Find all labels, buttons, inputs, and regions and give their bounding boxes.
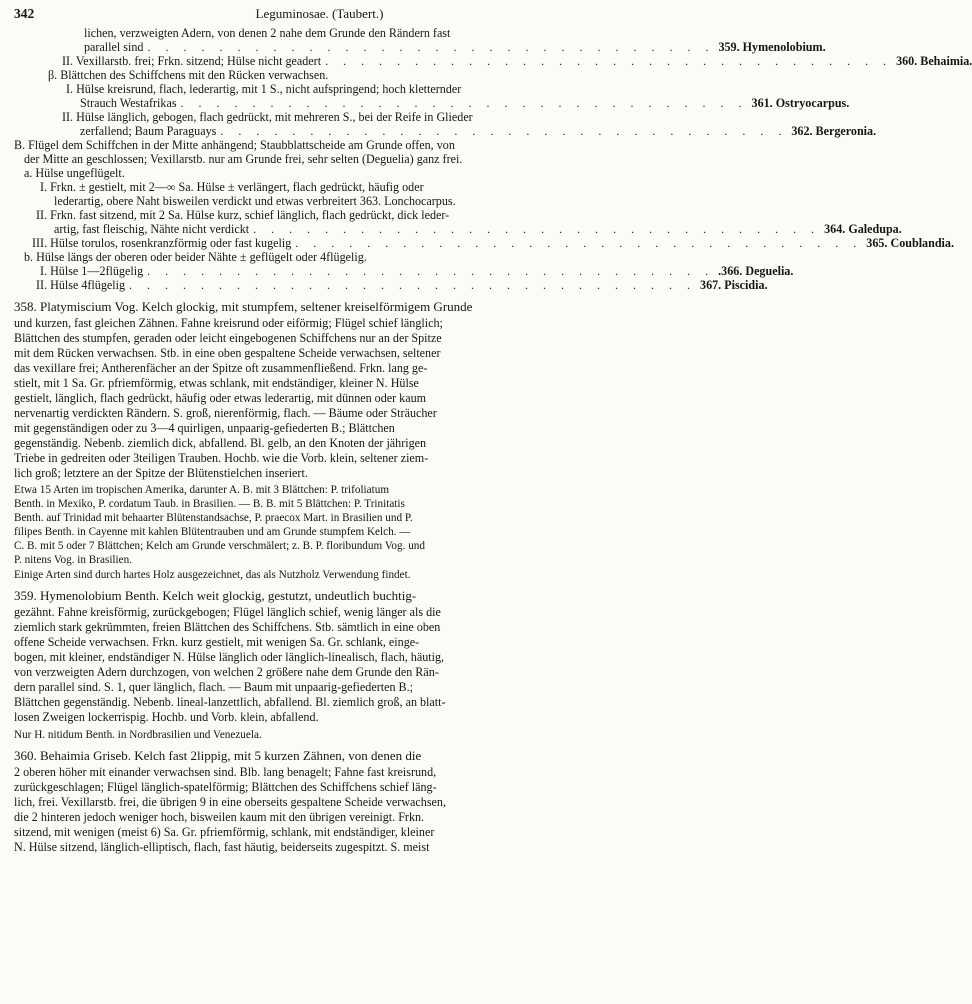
key-line-text: II. Hülse 4flügelig [36, 278, 126, 292]
key-line-text: artig, fast fleischig, Nähte nicht verdickt [54, 222, 250, 236]
key-line-text: lichen, verzweigten Adern, von denen 2 nahe dem Grunde den Rändern fast [84, 26, 451, 40]
body-line: ziemlich stark gekrümmten, freien Blättchen des Schiffchens. Stb. sämtlich in eine oben [14, 620, 441, 634]
key-line [54, 194, 626, 208]
body-line: nervenartig verdickten Rändern. S. groß, nierenförmig, flach. — Bäume oder Sträucher [14, 406, 437, 420]
key-line-text: zerfallend; Baum Paraguays [80, 124, 217, 138]
body-line: Blättchen gegenständig. Nebenb. lineal-lanzettlich, abfallend. Bl. ziemlich groß, an blatt- [14, 695, 446, 709]
body-line: N. Hülse sitzend, länglich-elliptisch, flach, fast häutig, beiderseits zugespitzt. S. meist [14, 840, 430, 854]
genus-heading-line: 359. Hymenolobium Benth. Kelch weit glockig, gestutzt, undeutlich buchtig- [14, 588, 417, 603]
key-line-text: B. Flügel dem Schiffchen in der Mitte anhängend; Staubblattscheide am Grunde offen, von [14, 138, 455, 152]
key-line-text: I. Hülse 1—2flügelig [40, 264, 144, 278]
species-note-line: C. B. mit 5 oder 7 Blättchen; Kelch am Grunde verschmälert; z. B. P. floribundum Vog. und [14, 540, 425, 552]
key-line [14, 138, 626, 152]
key-result-genus: 361. Ostryocarpus. [751, 96, 850, 110]
leader-dots: . . . . . . . . . . . . . . . . . . . . . . . . . . . . . . . . [147, 264, 715, 278]
key-line-text: β. Blättchen des Schiffchens mit den Rücken verwachsen. [48, 68, 329, 82]
leader-dots: . . . . . . . . . . . . . . . . . . . . . . . . . . . . . . . . [129, 278, 697, 292]
key-line-text: parallel sind [84, 40, 144, 54]
key-line [84, 26, 626, 40]
key-line [32, 236, 954, 250]
key-line [80, 96, 850, 110]
key-line [80, 124, 877, 138]
body-line: Triebe in gedreiten oder 3teiligen Trauben. Hochb. wie die Vorb. klein, seltener ziem- [14, 451, 429, 465]
body-line: lich, frei. Vexillarstb. frei, die übrigen 9 in eine oberseits gespaltene Scheide verwachsen, [14, 795, 446, 809]
page-number: 342 [14, 6, 35, 21]
key-line [62, 54, 972, 68]
key-line-text: Strauch Westafrikas [80, 96, 177, 110]
key-result-genus: 364. Galedupa. [824, 222, 902, 236]
body-line: losen Zweigen lockerrispig. Hochb. und Vorb. klein, abfallend. [14, 710, 319, 724]
body-line: zurückgeschlagen; Flügel länglich-spatelförmig; Blättchen des Schiffchens schief läng- [14, 780, 437, 794]
key-line [48, 68, 626, 82]
body-line: stielt, mit 1 Sa. Gr. pfriemförmig, etwas schlank, mit endständiger, kleiner N. Hülse [14, 376, 419, 390]
key-result-genus: .366. Deguelia. [718, 264, 794, 278]
key-line [40, 180, 626, 194]
leader-dots: . . . . . . . . . . . . . . . . . . . . . . . . . . . . . . . . [253, 222, 821, 236]
leader-dots: . . . . . . . . . . . . . . . . . . . . . . . . . . . . . . . . [295, 236, 863, 250]
body-line: das vexillare frei; Antherenfächer an der Spitze oft zusammenfließend. Frkn. lang ge- [14, 361, 428, 375]
key-result-genus: 362. Bergeronia. [791, 124, 877, 138]
genus-heading-line: 360. Behaimia Griseb. Kelch fast 2lippig, mit 5 kurzen Zähnen, von denen die [14, 748, 422, 763]
key-line [36, 278, 768, 292]
body-line: von verzweigten Adern durchzogen, von welchen 2 größere nahe dem Grunde den Rän- [14, 665, 439, 679]
key-line [62, 110, 626, 124]
key-line-text: I. Hülse kreisrund, flach, lederartig, mit 1 S., nicht aufspringend; hoch kletternder [66, 82, 462, 96]
species-note-line: Einige Arten sind durch hartes Holz ausgezeichnet, das als Nutzholz Verwendung findet. [14, 569, 411, 581]
key-line-text: III. Hülse torulos, rosenkranzförmig oder fast kugelig [32, 236, 292, 250]
body-line: und kurzen, fast gleichen Zähnen. Fahne kreisrund oder eiförmig; Flügel schief länglich; [14, 316, 443, 330]
species-note-line: P. nitens Vog. in Brasilien. [14, 554, 132, 566]
genus-heading-line: 358. Platymiscium Vog. Kelch glockig, mit stumpfem, seltener kreiselförmigem Grunde [14, 299, 473, 314]
key-result-genus: 360. Behaimia. [896, 54, 972, 68]
body-line: sitzend, mit wenigen (meist 6) Sa. Gr. pfriemförmig, schlank, mit endständiger, kleiner [14, 825, 435, 839]
key-line [54, 222, 902, 236]
species-note-line: Nur H. nitidum Benth. in Nordbrasilien und Venezuela. [14, 729, 262, 741]
body-line: 2 oberen höher mit einander verwachsen sind. Blb. lang benagelt; Fahne fast kreisrund, [14, 765, 437, 779]
body-line: die 2 hinteren jedoch weniger hoch, bisweilen kaum mit den übrigen vereinigt. Frkn. [14, 810, 425, 824]
species-note-line: Benth. in Mexiko, P. cordatum Taub. in Brasilien. — B. B. mit 5 Blättchen: P. Trinitatis [14, 498, 405, 510]
key-line-text: lederartig, obere Naht bisweilen verdickt und etwas verbreitert 363. Lonchocarpus. [54, 194, 456, 208]
key-line-text: a. Hülse ungeflügelt. [24, 166, 125, 180]
key-line-text: II. Hülse länglich, gebogen, flach gedrückt, mit mehreren S., bei der Reife in Glieder [62, 110, 473, 124]
key-line [24, 152, 626, 166]
body-line: dern parallel sind. S. 1, quer länglich, flach. — Baum mit unpaarig-gefiederten B.; [14, 680, 413, 694]
leader-dots: . . . . . . . . . . . . . . . . . . . . . . . . . . . . . . . . [180, 96, 748, 110]
key-line-text: II. Vexillarstb. frei; Frkn. sitzend; Hülse nicht geadert [62, 54, 322, 68]
key-line-text: b. Hülse längs der oberen oder beider Nähte ± geflügelt oder 4flügelig. [24, 250, 367, 264]
key-result-genus: 359. Hymenolobium. [718, 40, 826, 54]
key-line [66, 82, 626, 96]
key-result-genus: 365. Coublandia. [866, 236, 954, 250]
key-result-genus: 367. Piscidia. [700, 278, 768, 292]
body-line: bogen, mit kleiner, endständiger N. Hülse länglich oder länglich-linealisch, flach, häutig, [14, 650, 445, 664]
key-line [36, 208, 626, 222]
body-line: gegenständig. Nebenb. ziemlich dick, abfallend. Bl. gelb, an den Knoten der jährigen [14, 436, 427, 450]
body-line: gezähnt. Fahne kreisförmig, zurückgebogen; Flügel länglich schief, wenig länger als die [14, 605, 441, 619]
body-line: gestielt, länglich, flach gedrückt, häufig oder etwas lederartig, mit dünnen oder kaum [14, 391, 427, 405]
key-line-text: II. Frkn. fast sitzend, mit 2 Sa. Hülse kurz, schief länglich, flach gedrückt, dick leder- [36, 208, 450, 222]
leader-dots: . . . . . . . . . . . . . . . . . . . . . . . . . . . . . . . . [325, 54, 893, 68]
species-note-line: Benth. auf Trinidad mit behaarter Blütenstandsachse, P. praecox Mart. in Brasilien und P. [14, 512, 413, 524]
key-line [40, 264, 794, 278]
key-line-text: der Mitte an geschlossen; Vexillarstb. nur am Grunde frei, sehr selten (Deguelia) ganz frei. [24, 152, 463, 166]
species-note-line: filipes Benth. in Cayenne mit kahlen Blütentrauben und am Grunde stumpfem Kelch. — [14, 526, 411, 538]
key-line-text: I. Frkn. ± gestielt, mit 2—∞ Sa. Hülse ± verlängert, flach gedrückt, häufig oder [40, 180, 424, 194]
body-line: offene Scheide verwachsen. Frkn. kurz gestielt, mit wenigen Sa. Gr. schlank, einge- [14, 635, 420, 649]
body-line: mit dem Rücken verwachsen. Stb. in eine oben gespaltene Scheide verwachsen, seltener [14, 346, 441, 360]
body-line: lich groß; letztere an der Spitze der Blütenstielchen inseriert. [14, 466, 308, 480]
running-head: Leguminosae. (Taubert.) [255, 6, 384, 21]
key-line [84, 40, 826, 54]
leader-dots: . . . . . . . . . . . . . . . . . . . . . . . . . . . . . . . . [147, 40, 715, 54]
leader-dots: . . . . . . . . . . . . . . . . . . . . . . . . . . . . . . . . [220, 124, 788, 138]
species-note-line: Etwa 15 Arten im tropischen Amerika, darunter A. B. mit 3 Blättchen: P. trifoliatum [14, 484, 390, 496]
body-line: Blättchen des stumpfen, geraden oder leicht eingebogenen Schiffchens nur an der Spitze [14, 331, 442, 345]
key-line [24, 166, 626, 180]
key-line [24, 250, 626, 264]
body-line: mit gegenständigen oder zu 3—4 quirligen, unpaarig-gefiederten B.; Blättchen [14, 421, 395, 435]
